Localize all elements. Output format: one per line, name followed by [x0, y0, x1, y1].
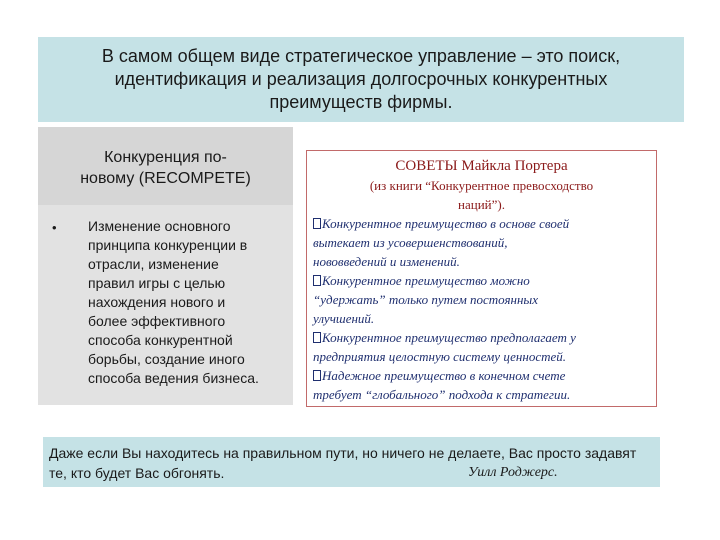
porter-advice-panel	[306, 150, 657, 407]
quote-text: Даже если Вы находитесь на правильном пути, но ничего не делаете, Вас просто задавят те, кто будет Вас обгонять.	[49, 445, 637, 481]
bullet-marker: •	[52, 220, 57, 235]
advice-item	[313, 366, 653, 404]
advice-item-text: Надежное преимущество в конечном счете требует “глобального” подхода к стратегии.	[313, 368, 571, 402]
recompete-panel	[38, 127, 293, 405]
quote-banner	[43, 437, 660, 487]
missing-glyph-icon	[313, 275, 321, 286]
advice-item	[313, 271, 653, 328]
slide-title: В самом общем виде стратегическое управление – это поиск, идентификация и реализация долгосрочных конкурентных преимуществ фирмы.	[101, 46, 621, 112]
advice-item-text: Конкурентное преимущество в основе своей вытекает из усовершенствований, нововведений и изменений.	[313, 216, 570, 269]
title-banner	[38, 37, 684, 122]
advice-item-text: Конкурентное преимущество предполагает у предприятия целостную систему ценностей.	[313, 330, 576, 364]
quote-author: Уилл Роджерс.	[468, 465, 558, 480]
recompete-description: Изменение основного принципа конкуренции в отрасли, изменение правил игры с целью нахождения нового и более эффективного способа конкурентной борьбы, создание иного способа ведения бизнеса.	[88, 218, 259, 386]
advice-list	[313, 214, 653, 404]
porter-advice-title: СОВЕТЫ Майкла Портера	[395, 158, 568, 174]
missing-glyph-icon	[313, 370, 321, 381]
advice-item-text: Конкурентное преимущество можно “удержать” только путем постоянных улучшений.	[313, 273, 538, 326]
advice-item	[313, 328, 653, 366]
porter-advice-subtitle: (из книги “Конкурентное превосходство наций”).	[369, 178, 594, 212]
missing-glyph-icon	[313, 218, 321, 229]
advice-item	[313, 214, 653, 271]
missing-glyph-icon	[313, 332, 321, 343]
recompete-heading: Конкуренция по- новому (RECOMPETE)	[80, 149, 251, 187]
